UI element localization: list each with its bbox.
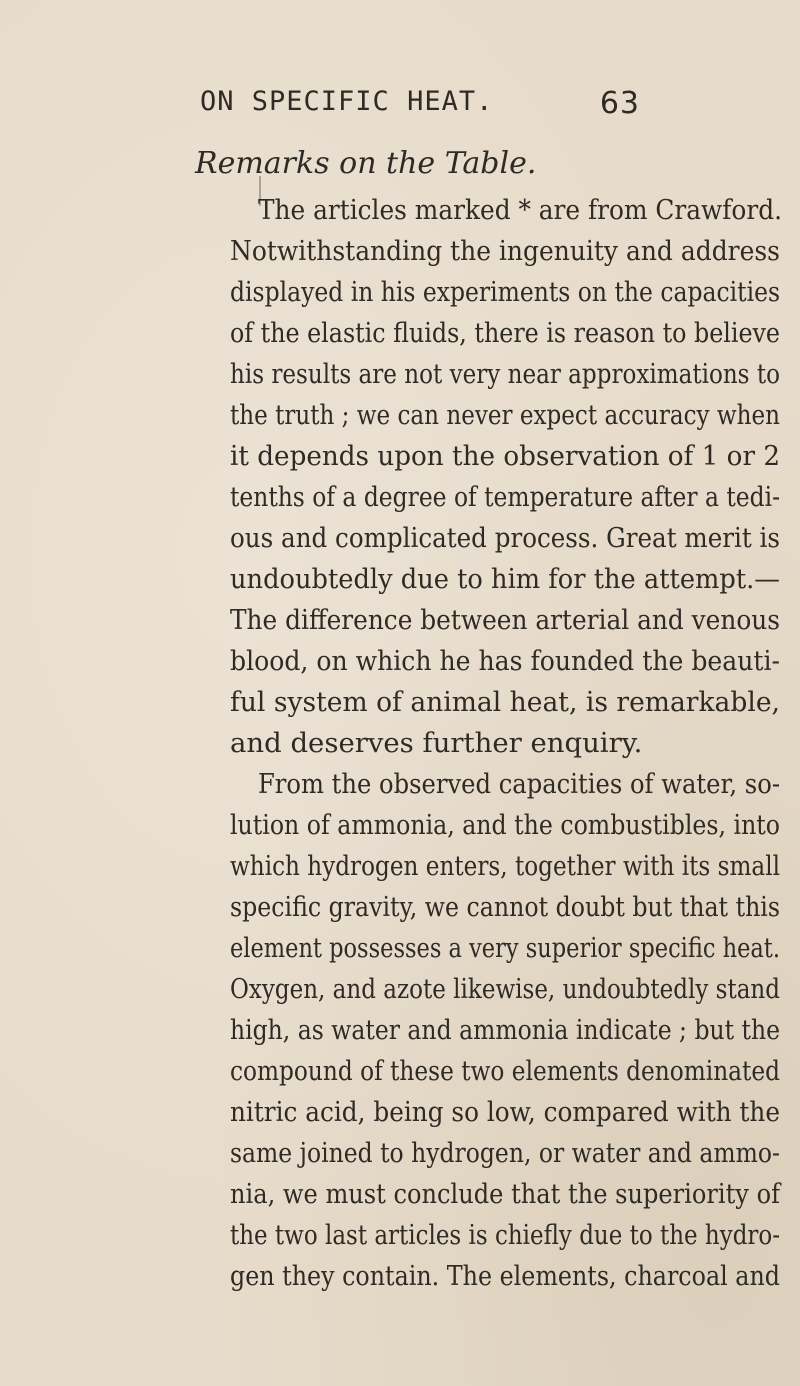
text-line: gen they contain. The elements, charcoal and xyxy=(230,1260,780,1292)
text-line: the truth ; we can never expect accuracy when xyxy=(230,399,780,431)
section-title: Remarks on the Table. xyxy=(195,146,537,181)
text-line: and deserves further enquiry. xyxy=(230,727,643,759)
text-line: of the elastic fluids, there is reason to believe xyxy=(230,317,780,349)
text-line: lution of ammonia, and the combustibles, into xyxy=(230,809,780,841)
text-line: ful system of animal heat, is remarkable, xyxy=(230,686,780,718)
text-line: which hydrogen enters, together with its small xyxy=(230,850,780,882)
text-line: The articles marked * are from Crawford. xyxy=(258,194,782,226)
text-line: ous and complicated process. Great merit is xyxy=(230,522,780,554)
text-line: high, as water and ammonia indicate ; but the xyxy=(230,1014,780,1046)
text-line: The difference between arterial and venous xyxy=(230,604,780,636)
text-line: specific gravity, we cannot doubt but that this xyxy=(230,891,780,923)
text-line: Oxygen, and azote likewise, undoubtedly stand xyxy=(230,973,780,1005)
running-head xyxy=(200,86,640,126)
text-line: undoubtedly due to him for the attempt.— xyxy=(230,563,780,595)
text-line: the two last articles is chiefly due to the hydro- xyxy=(230,1219,780,1251)
text-line: same joined to hydrogen, or water and ammo- xyxy=(230,1137,780,1169)
text-line: his results are not very near approximations to xyxy=(230,358,780,390)
text-line: tenths of a degree of temperature after a tedi- xyxy=(230,481,780,513)
text-line: nitric acid, being so low, compared with the xyxy=(230,1096,780,1128)
text-line: displayed in his experiments on the capacities xyxy=(230,276,780,308)
text-line: compound of these two elements denominated xyxy=(230,1055,780,1087)
text-line: nia, we must conclude that the superiority of xyxy=(230,1178,780,1210)
text-line: element possesses a very superior specific heat. xyxy=(230,932,780,964)
page-number: 63 xyxy=(599,86,640,121)
text-line: Notwithstanding the ingenuity and address xyxy=(230,235,780,267)
text-line: blood, on which he has founded the beauti- xyxy=(230,645,780,677)
text-line: From the observed capacities of water, so- xyxy=(258,768,780,800)
text-line: it depends upon the observation of 1 or 2 xyxy=(230,440,780,472)
running-title: ON SPECIFIC HEAT. xyxy=(200,86,494,117)
